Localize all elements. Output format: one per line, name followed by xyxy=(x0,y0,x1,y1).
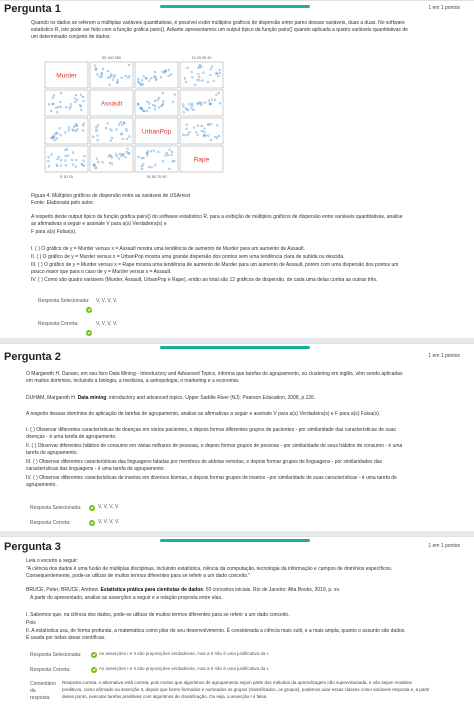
scatter-point xyxy=(58,156,60,158)
scatter-point xyxy=(185,81,187,83)
assertion-text: II. A estatística usa, de forma profunda, a matemática como pilar do seu desenvolvimento. É considerada a ciência mais sutil, e a mais ampla, quanto o assunto são dados. xyxy=(26,628,406,634)
scatter-point xyxy=(204,131,206,133)
question-points: 1 em 1 pontos xyxy=(428,353,460,359)
scatter-point xyxy=(102,161,104,163)
correct-answer-label: Resposta Correta: xyxy=(30,520,71,526)
question-text: Leia o excerto a seguir: xyxy=(26,558,78,564)
scatter-point xyxy=(160,105,162,107)
progress-bar xyxy=(160,539,310,542)
scatter-point xyxy=(99,76,101,78)
scatter-point xyxy=(154,108,156,110)
scatter-point xyxy=(199,64,201,66)
scatter-point xyxy=(191,71,193,73)
scatter-point xyxy=(70,106,72,108)
scatter-point xyxy=(141,165,143,167)
scatter-point xyxy=(146,110,148,112)
scatter-point xyxy=(154,105,156,107)
scatter-point xyxy=(216,72,218,74)
scatter-point xyxy=(182,104,184,106)
question-text: estatístico R, isto pode ser feito com a função gráfica pairs(). Adiante apresentamos um output típico da função pairs() quando aplicada a quatro variáveis quantitativas de xyxy=(31,27,408,33)
scatter-point xyxy=(152,104,154,106)
item-text: III. ( ) Observar diferentes características das linguagens faladas por membros de aldeias remotas, e depois formar grupos de linguagens - por similaridades das xyxy=(26,459,383,465)
statement-text-part: as afirmativas a seguir e assinale V para a(s) Verdadeira(s) e xyxy=(31,221,167,227)
scatter-point xyxy=(218,92,220,94)
item-text: IV. ( ) Observar diferentes características de insetos em diversos biomas, e depois formar grupos de insetos - por similaridade de suas características - é uma tarefa de xyxy=(26,475,397,481)
scatter-point xyxy=(169,168,171,170)
scatter-point xyxy=(210,69,212,71)
scatter-point xyxy=(183,106,185,108)
scatter-point xyxy=(56,138,58,140)
axis-tick-labels: 10 20 30 40 xyxy=(191,56,212,60)
scatter-point xyxy=(121,77,123,79)
scatter-point xyxy=(146,154,148,156)
scatter-point xyxy=(162,71,164,73)
reference-author: BRUCE, Peter; BRUCE, Andrew. xyxy=(26,587,101,593)
scatter-point xyxy=(116,129,118,131)
panel-frame xyxy=(45,118,88,144)
scatter-point xyxy=(80,94,82,96)
scatter-point xyxy=(60,134,62,136)
scatter-point xyxy=(211,66,213,68)
axis-tick-labels: 30 50 70 90 xyxy=(146,175,167,179)
scatter-point xyxy=(210,123,212,125)
scatter-point xyxy=(56,111,58,113)
scatter-point xyxy=(191,76,193,78)
correct-answer-value: As asserções I e II são proposições verdadeiras, mas a II não é uma justificativa da I. xyxy=(99,666,270,671)
scatter-point xyxy=(109,84,111,86)
scatter-point xyxy=(182,134,184,136)
scatter-point xyxy=(183,111,185,113)
scatter-point xyxy=(110,140,112,142)
quote-text: "A ciência dos dados é uma fusão de múltiplas disciplinas, incluindo estatística, ciência da computação, tecnologia da informação e campos de domínios específicos. xyxy=(26,566,393,572)
scatter-point xyxy=(185,134,187,136)
scatter-point xyxy=(166,152,168,154)
scatter-point xyxy=(154,164,156,166)
question-title: Pergunta 3 xyxy=(4,541,61,553)
reference-text xyxy=(26,395,315,401)
scatter-point xyxy=(126,151,128,153)
scatter-point xyxy=(188,131,190,133)
scatter-point xyxy=(205,135,207,137)
scatter-point xyxy=(191,108,193,110)
correct-check-icon xyxy=(89,505,95,511)
scatter-point xyxy=(65,106,67,108)
scatter-point xyxy=(126,138,128,140)
scatter-point xyxy=(149,107,151,109)
scatter-point xyxy=(125,75,127,77)
scatter-point xyxy=(72,152,74,154)
item-text: tarefa de agrupamento. xyxy=(26,450,78,456)
scatter-point xyxy=(51,154,53,156)
correct-answer-label: Resposta Correta: xyxy=(38,321,79,327)
selected-answer-value: V, V, V, V. xyxy=(96,298,118,304)
scatter-point xyxy=(70,103,72,105)
question-text: um determinado conjunto de dados: xyxy=(31,34,111,40)
scatter-point xyxy=(201,66,203,68)
comment-label: da xyxy=(30,688,36,694)
statement-text: A respeito deste output típico da função gráfica pairs() do software estatístico R, para a exibição de múltiplos gráficos de dispersão entre variáveis quantitativas, analise xyxy=(31,214,403,220)
scatter-point xyxy=(97,124,99,126)
scatter-point xyxy=(60,106,62,108)
question-text: O Margareth H. Dunam, em seu livro Data Mining - Introductory and Advanced Topics, informa que tarefas de agrupamento, ou clustering em inglês, vêm sendo aplicadas xyxy=(26,371,403,377)
item-text: III. ( ) O gráfico de y = Murder versus x = Rape mostra uma tendência de aumento de Murder para um aumento de Assault, porém com uma dispersão dos pontos um xyxy=(31,262,399,268)
scatter-point xyxy=(187,109,189,111)
scatter-point xyxy=(201,130,203,132)
comment-label: resposta: xyxy=(30,695,51,701)
scatter-point xyxy=(216,137,218,139)
scatter-point xyxy=(71,159,73,161)
question-card-3 xyxy=(0,536,474,707)
scatter-point xyxy=(167,154,169,156)
scatterplot-matrix-figure xyxy=(31,52,238,179)
scatter-point xyxy=(148,80,150,82)
axis-tick-labels: 50 150 250 xyxy=(101,56,122,60)
variable-label: UrbanPop xyxy=(141,128,172,136)
scatter-point xyxy=(102,68,104,70)
item-text: II. ( ) O gráfico de y = Murder versus x = UrbanPop mostra uma grande dispersão dos pontos sem uma tendência clara de subida ou descida. xyxy=(31,254,345,260)
scatter-point xyxy=(60,92,62,94)
scatter-point xyxy=(214,99,216,101)
item-text: II. ( ) Observar diferentes hábitos de consumo em várias milhares de pessoas, e depois formar grupos de pessoas - por similaridade de seus hábitos de consumo - é uma xyxy=(26,443,403,449)
scatter-point xyxy=(113,76,115,78)
scatter-point xyxy=(47,160,49,162)
question-points: 1 em 1 pontos xyxy=(428,543,460,549)
question-title: Pergunta 2 xyxy=(4,351,61,363)
scatter-point xyxy=(65,164,67,166)
scatter-point xyxy=(195,131,197,133)
scatter-point xyxy=(111,157,113,159)
scatter-point xyxy=(201,125,203,127)
scatter-point xyxy=(141,168,143,170)
scatter-point xyxy=(64,160,66,162)
scatter-point xyxy=(75,166,77,168)
scatter-point xyxy=(218,75,220,77)
panel-frame xyxy=(180,118,223,144)
scatter-point xyxy=(84,155,86,157)
scatter-point xyxy=(72,164,74,166)
scatter-point xyxy=(194,84,196,86)
scatter-point xyxy=(191,105,193,107)
scatter-point xyxy=(149,103,151,105)
scatter-point xyxy=(197,125,199,127)
scatter-point xyxy=(48,103,50,105)
scatter-point xyxy=(68,127,70,129)
reference-details: : 50 conceitos iniciais. Rio de Janeiro: Alta Books, 2019, p. xv. xyxy=(203,587,340,593)
scatter-point xyxy=(53,95,55,97)
scatter-point xyxy=(210,139,212,141)
scatter-point xyxy=(186,128,188,130)
selected-answer-label: Resposta Selecionada: xyxy=(30,505,82,511)
scatter-point xyxy=(111,163,113,165)
scatter-point xyxy=(48,156,50,158)
scatter-point xyxy=(97,161,99,163)
assertion-text: I. Sabemos que, na ciência dos dados, pode-se utilizar de muitos termos diferentes para se referir a um dado conceito. xyxy=(26,612,290,618)
scatter-point xyxy=(169,149,171,151)
instruction-text: A partir do apresentado, analise as asserções a seguir e a relação proposta entre elas. xyxy=(30,595,223,601)
scatter-point xyxy=(187,134,189,136)
scatter-point xyxy=(97,135,99,137)
item-text: características das linguagens - é uma tarefa de agrupamento. xyxy=(26,466,165,472)
scatter-point xyxy=(154,71,156,73)
variable-label: Assault xyxy=(100,100,123,108)
scatter-point xyxy=(141,79,143,81)
scatter-point xyxy=(121,155,123,157)
statement-text xyxy=(31,221,167,227)
scatter-point xyxy=(64,132,66,134)
scatter-point xyxy=(74,98,76,100)
scatter-point xyxy=(187,67,189,69)
scatter-point xyxy=(148,166,150,168)
correct-check-icon xyxy=(86,307,92,313)
scatter-point xyxy=(97,139,99,141)
scatter-point xyxy=(170,74,172,76)
axis-tick-labels: 5 10 15 xyxy=(60,175,73,179)
variable-label: Rape xyxy=(193,156,210,164)
scatter-point xyxy=(109,162,111,164)
scatter-point xyxy=(197,134,199,136)
scatter-point xyxy=(82,96,84,98)
scatter-point xyxy=(48,165,50,167)
scatter-point xyxy=(112,79,114,81)
scatter-point xyxy=(151,166,153,168)
scatter-point xyxy=(92,136,94,138)
scatter-point xyxy=(162,92,164,94)
scatter-point xyxy=(83,100,85,102)
scatter-point xyxy=(219,72,221,74)
scatter-point xyxy=(160,76,162,78)
scatter-point xyxy=(207,81,209,83)
scatter-point xyxy=(96,126,98,128)
correct-check-icon xyxy=(91,652,97,658)
scatter-point xyxy=(202,80,204,82)
scatter-point xyxy=(75,94,77,96)
scatter-point xyxy=(127,77,129,79)
scatter-point xyxy=(76,99,78,101)
comment-label: Comentário xyxy=(30,681,56,687)
scatter-point xyxy=(147,101,149,103)
scatter-point xyxy=(111,137,113,139)
scatter-point xyxy=(77,128,79,130)
scatter-point xyxy=(174,94,176,96)
scatter-point xyxy=(193,127,195,129)
scatter-point xyxy=(208,124,210,126)
scatter-point xyxy=(118,124,120,126)
correct-answer-label: Resposta Correta: xyxy=(30,667,71,673)
scatter-point xyxy=(196,79,198,81)
scatter-point xyxy=(204,102,206,104)
scatter-point xyxy=(162,160,164,162)
scatter-point xyxy=(216,94,218,96)
scatter-point xyxy=(158,107,160,109)
scatter-point xyxy=(128,64,130,66)
scatter-point xyxy=(208,135,210,137)
scatter-point xyxy=(157,99,159,101)
selected-answer-value: V, V, V, V. xyxy=(98,504,120,510)
scatter-point xyxy=(157,151,159,153)
scatter-point xyxy=(200,104,202,106)
panel-frame xyxy=(135,90,178,116)
scatter-point xyxy=(188,103,190,105)
correct-answer-value: V, V, V, V. xyxy=(96,321,118,327)
scatter-point xyxy=(137,78,139,80)
scatter-point xyxy=(153,150,155,152)
scatter-point xyxy=(73,126,75,128)
scatter-point xyxy=(171,151,173,153)
scatter-point xyxy=(162,100,164,102)
scatter-point xyxy=(165,155,167,157)
scatter-point xyxy=(75,101,77,103)
item-text: IV. ( ) Como são quatro variáveis (Murder, Assault, UrbanPop e Rape), então ao total são 12 gráficos de dispersão, de cada uma delas contra as outras três. xyxy=(31,277,378,283)
scatter-point xyxy=(60,165,62,167)
scatter-point xyxy=(210,74,212,76)
scatter-point xyxy=(217,124,219,126)
scatter-point xyxy=(197,73,199,75)
scatter-point xyxy=(75,159,77,161)
scatter-point xyxy=(80,109,82,111)
statement-text: F para a(s) Falsa(s). xyxy=(31,229,77,235)
progress-bar xyxy=(160,346,310,349)
scatter-point xyxy=(219,102,221,104)
reference-details: : introductory and advanced topics. Upper Saddle River (NJ): Pearson Education, 2008, p.126. xyxy=(106,395,316,401)
question-text: em muitos domínios, incluindo a biologia, a medicina, a antropologia, o marketing e a economia. xyxy=(26,378,240,384)
scatter-point xyxy=(154,100,156,102)
question-card-2 xyxy=(0,343,474,531)
scatter-point xyxy=(83,160,85,162)
scatter-point xyxy=(193,109,195,111)
scatter-point xyxy=(114,74,116,76)
reference-title: Data mining xyxy=(77,395,107,401)
selected-answer-label: Resposta Selecionada: xyxy=(38,298,90,304)
scatter-point xyxy=(107,122,109,124)
assertion-text: É usada por todas áreas científicas. xyxy=(26,635,106,641)
because-text: Pois xyxy=(26,620,36,626)
scatter-point xyxy=(125,156,127,158)
scatter-point xyxy=(52,97,54,99)
scatter-point xyxy=(186,124,188,126)
correct-check-icon xyxy=(89,520,95,526)
scatter-point xyxy=(171,154,173,156)
scatter-point xyxy=(204,128,206,130)
scatter-point xyxy=(59,127,61,129)
scatter-point xyxy=(96,158,98,160)
item-text: I. ( ) O gráfico de y = Murder versus x = Assault mostra uma tendência de aumento de Murder para um aumento de Assault. xyxy=(31,246,306,252)
pairs-plot xyxy=(31,52,238,179)
scatter-point xyxy=(118,158,120,160)
scatter-point xyxy=(208,100,210,102)
scatter-point xyxy=(54,139,56,141)
scatter-point xyxy=(122,138,124,140)
scatter-point xyxy=(198,76,200,78)
quote-text: Consequentemente, pode-se utilizar de muitos termos diferentes para se referir a um dado conceito." xyxy=(26,573,251,579)
item-text: agrupamento. xyxy=(26,482,57,488)
scatter-point xyxy=(213,80,215,82)
scatter-point xyxy=(127,148,129,150)
selected-answer-label: Resposta Selecionada: xyxy=(30,652,82,658)
correct-answer-value: V, V, V, V. xyxy=(98,519,120,525)
item-text: doenças - é uma tarefa de agrupamento. xyxy=(26,434,117,440)
scatter-point xyxy=(147,151,149,153)
scatter-point xyxy=(101,76,103,78)
scatter-point xyxy=(82,130,84,132)
scatter-point xyxy=(57,106,59,108)
scatter-point xyxy=(172,101,174,103)
question-card-1 xyxy=(0,0,474,338)
correct-check-icon xyxy=(86,330,92,336)
scatter-point xyxy=(143,76,145,78)
question-title: Pergunta 1 xyxy=(4,3,61,15)
scatter-point xyxy=(57,158,59,160)
scatter-point xyxy=(54,134,56,136)
variable-label: Murder xyxy=(56,72,77,80)
scatter-point xyxy=(60,159,62,161)
scatter-point xyxy=(184,78,186,80)
scatter-point xyxy=(55,107,57,109)
scatter-point xyxy=(68,129,70,131)
item-text: I. ( ) Observar diferentes características de doenças em vários pacientes, e depois formar diferentes grupos de pacientes - por similaridade das características de suas xyxy=(26,427,396,433)
comment-text: desse ponto, executar tarefas preditivas com algoritmos de classificação. Ou seja, a asserção I é falsa. xyxy=(62,694,268,699)
scatter-point xyxy=(150,150,152,152)
scatter-point xyxy=(67,155,69,157)
reference-text xyxy=(26,587,340,593)
question-points: 1 em 1 pontos xyxy=(428,5,460,11)
reference-title: Estatística prática para cientistas de dados xyxy=(100,587,204,593)
figure-caption: Figura 4: Múltiplos gráficos de dispersão entre as variáveis de USArrest xyxy=(31,193,190,199)
figure-source: Fonte: Elaborada pelo autor. xyxy=(31,200,95,206)
scatter-point xyxy=(168,75,170,77)
scatter-point xyxy=(158,97,160,99)
scatter-point xyxy=(117,79,119,81)
scatter-point xyxy=(142,163,144,165)
scatter-point xyxy=(138,156,140,158)
scatter-point xyxy=(191,103,193,105)
scatter-point xyxy=(218,135,220,137)
scatter-point xyxy=(142,84,144,86)
progress-bar xyxy=(160,5,310,8)
scatter-point xyxy=(83,165,85,167)
scatter-point xyxy=(105,127,107,129)
scatter-point xyxy=(83,123,85,125)
reference-author: DUHAM, Margareth H. xyxy=(26,395,78,401)
scatter-point xyxy=(120,121,122,123)
selected-answer-value: As asserções I e II são proposições verdadeiras, mas a II não é uma justificativa da I. xyxy=(99,651,270,656)
scatter-point xyxy=(128,136,130,138)
scatter-point xyxy=(94,65,96,67)
item-text: pouco maior que para o caso de y = Murder versus x = Assault. xyxy=(31,269,172,275)
comment-text: Resposta correta. A alternativa está correta, pois muitos que algoritmos de agrupamento sejam parte dos métodos da aprendizagem não supervisionada, e não sejam modelos xyxy=(62,680,412,685)
scatter-point xyxy=(119,153,121,155)
scatter-point xyxy=(60,101,62,103)
scatter-point xyxy=(219,69,221,71)
scatter-point xyxy=(211,99,213,101)
scatter-point xyxy=(198,79,200,81)
correct-check-icon xyxy=(91,667,97,673)
comment-text: preditivos, como afirmado na asserção II, depois que forem formados e nomeados os grupos (classificados, os grupos), podemos usar essas classes como variáveis resposta e, a partir xyxy=(62,687,430,692)
scatter-point xyxy=(121,124,123,126)
scatter-point xyxy=(101,72,103,74)
scatter-point xyxy=(150,77,152,79)
scatter-point xyxy=(107,70,109,72)
scatter-point xyxy=(65,155,67,157)
statement-text: A respeito dessas domínios de aplicação de tarefas de agrupamento, analise as afirmativas a seguir e assinale V para a(s) Verdadeira(s) e F para a(s) Falsa(s). xyxy=(26,411,381,417)
question-text: Quando os dados se referem a múltiplas variáveis quantitativas, é possível exibir múltiplos gráficos de dispersão entre pares dessas variáveis, duas a duas. No software xyxy=(31,20,405,26)
scatter-point xyxy=(75,130,77,132)
scatter-point xyxy=(168,69,170,71)
scatter-point xyxy=(203,72,205,74)
scatter-point xyxy=(50,110,52,112)
scatter-point xyxy=(97,74,99,76)
